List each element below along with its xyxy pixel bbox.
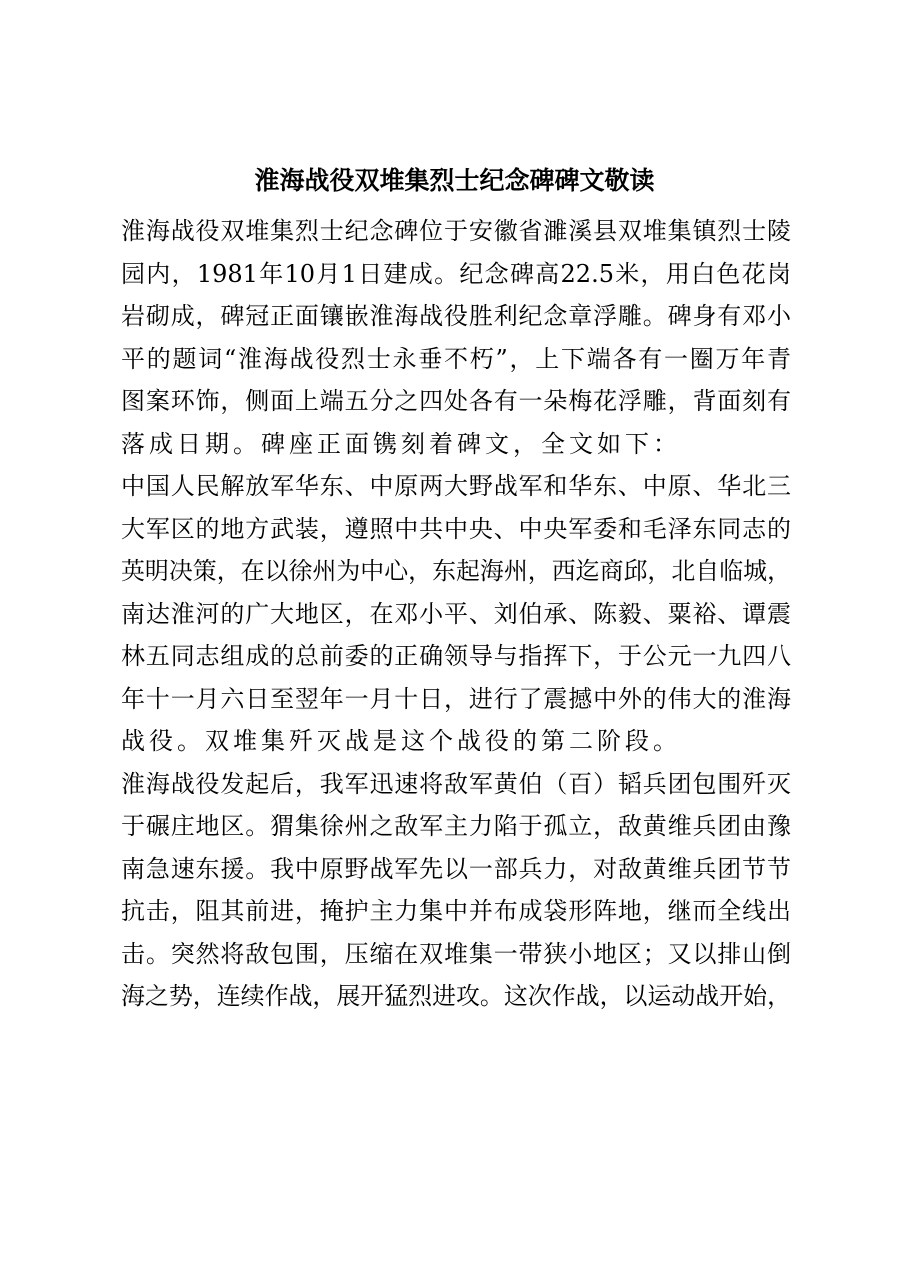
text-line: 海之势，连续作战，展开猛烈进攻。这次作战，以运动战开始， [121, 982, 791, 1010]
text-line: 中国人民解放军华东、中原两大野战军和华东、中原、华北三 [121, 472, 791, 500]
document-body [121, 210, 791, 1018]
text-line: 淮海战役发起后，我军迅速将敌军黄伯（百）韬兵团包围歼灭 [121, 769, 791, 798]
text-line: 图案环饰，侧面上端五分之四处各有一朵梅花浮雕，背面刻有 [121, 387, 791, 415]
text-line: 园内，1981年10月1日建成。纪念碑高22.5米，用白色花岗 [121, 259, 791, 288]
text-line: 淮海战役双堆集烈士纪念碑位于安徽省濉溪县双堆集镇烈士陵 [121, 217, 791, 245]
text-line: 平的题词“淮海战役烈士永垂不朽”，上下端各有一圈万年青 [121, 344, 791, 373]
text-line: 岩砌成，碑冠正面镶嵌淮海战役胜利纪念章浮雕。碑身有邓小 [121, 302, 791, 330]
text-line: 抗击，阻其前进，掩护主力集中并布成袋形阵地，继而全线出 [121, 897, 791, 925]
text-line: 年十一月六日至翌年一月十日，进行了震撼中外的伟大的淮海 [121, 684, 791, 713]
text-line: 南达淮河的广大地区，在邓小平、刘伯承、陈毅、粟裕、谭震 [121, 599, 791, 628]
text-line: 战役。双堆集歼灭战是这个战役的第二阶段。 [121, 727, 681, 755]
text-line: 落成日期。碑座正面镌刻着碑文，全文如下： [121, 429, 681, 458]
text-line: 击。突然将敌包围，压缩在双堆集一带狭小地区；又以排山倒 [121, 939, 791, 968]
text-line: 南急速东援。我中原野战军先以一部兵力，对敌黄维兵团节节 [121, 854, 791, 883]
text-line: 大军区的地方武装，遵照中共中央、中央军委和毛泽东同志的 [121, 514, 791, 543]
text-line: 英明决策，在以徐州为中心，东起海州，西迄商邱，北自临城， [121, 557, 791, 585]
text-line: 林五同志组成的总前委的正确领导与指挥下，于公元一九四八 [121, 642, 791, 670]
text-line: 于碾庄地区。猬集徐州之敌军主力陷于孤立，敌黄维兵团由豫 [121, 812, 791, 840]
document-title: 淮海战役双堆集烈士纪念碑碑文敬读 [254, 166, 655, 195]
